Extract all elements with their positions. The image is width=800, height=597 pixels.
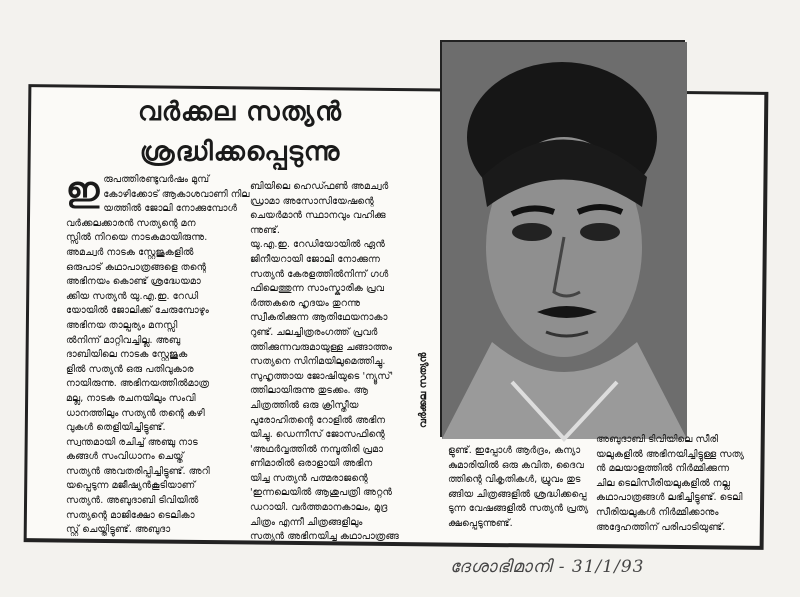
column-1-line: ക്കിയ സത്യൻ യു.എ.ഇ. റേഡി (66, 290, 199, 302)
column-2-line: സത്യൻ അഭിനയിച്ച കഥാപാത്രങ്ങ (250, 531, 399, 543)
column-1-line: ദാബിയിലെ നാടക സ്റ്റേജുക (66, 349, 188, 361)
column-2-line: ത്തിലായിരുന്നു തുടക്കം. ആ (250, 385, 369, 397)
column-2-line: ർത്തകരെ ഹൃദയം തുറന്നു (250, 297, 361, 309)
column-2-line: യു.എ.ഇ. റേഡിയോയിൽ ഏൻ (250, 239, 385, 251)
article-column-2 (250, 180, 428, 543)
column-3-line: ങ്ങിയ ചിത്രങ്ങളിൽ ശ്രദ്ധിക്കപ്പെ (448, 488, 587, 500)
column-1-line: കോഴിക്കോട് ആകാശവാണി നില (103, 188, 250, 200)
column-4-line: യലുകളിൽ അഭിനയിച്ചിട്ടുള്ള സത്യ (596, 448, 745, 460)
column-1-line: ൽനിന്ന് മാറ്റിവച്ചില്ല. അബു (66, 334, 181, 346)
headline-line-2: ശ്രദ്ധിക്കപ്പെടുന്നു (139, 137, 341, 167)
column-1-line: അമച്വർ നാടക സ്റ്റേജുകളിൽ (66, 246, 194, 258)
column-4-line: ചില ടെലിസീരിയലുകളിൽ നല്ല (596, 477, 730, 489)
column-2-line: ചിത്രം എന്നീ ചിത്രങ്ങളിലും (250, 516, 363, 528)
column-2-line: യിച്ചു. ഡെന്നീസ് ജോസഫിന്റെ (250, 429, 385, 441)
column-2-line: ന്നുണ്ട്. (250, 224, 280, 236)
column-3-line: ളുണ്ട്. ഇപ്പോൾ ആർദ്രം, കന്യാ (448, 445, 581, 456)
column-1-line: യോയിൽ ജോലിക്ക് ചേരുമ്പോഴും (66, 305, 209, 317)
column-2-line: 'അഥർവ്വത്തിൽ നമ്പൂതിരി പ്രമാ (250, 443, 384, 455)
column-2-line: ഫിലെത്തുന്ന സാംസ്കാരിക പ്രവ (250, 283, 385, 295)
column-1-line: വർക്കലക്കാരൻ സത്യന്റെ മന (66, 217, 196, 229)
article-column-4 (596, 433, 746, 541)
column-4-line: സീരിയലുകൾ നിർമ്മിക്കാനും (596, 506, 719, 518)
column-2-line: സത്യനെ സിനിമയിലുമെത്തിച്ചു. (250, 356, 386, 368)
drop-cap: ഇ (66, 170, 100, 210)
column-2-line: ഡറായി. വർത്തമാനകാലം, മുദ്ര (250, 502, 388, 514)
column-1-line: യപ്പെടുന്ന മജീഷ്യൻകൂടിയാണ് (66, 480, 196, 492)
column-2-line: ബിയിലെ ഹെഡ്ഫൺ അമച്വർ (250, 181, 389, 192)
column-1-line: കങ്ങൾ സംവിധാനം ചെയ്ത് (66, 451, 184, 463)
column-2-line: ചെയർമാൻ സ്ഥാനവും വഹിക്കു (250, 210, 386, 222)
column-1-line: സ്സിൽ നിറയെ നാടകമായിരുന്നു. (66, 232, 208, 244)
column-1-line: ധാനത്തിലും സത്യൻ തന്റെ കഴി (66, 407, 205, 419)
column-4-line: കഥാപാത്രങ്ങൾ ലഭിച്ചിട്ടുണ്ട്. ടെലി (596, 492, 743, 504)
article-column-1 (66, 170, 250, 536)
photo-caption: വർക്കല സത്യൻ (418, 352, 429, 428)
column-2-line: പുരോഹിതന്റെ റോളിൽ അഭിന (250, 414, 386, 426)
handwritten-date: ദേശാഭിമാനി - 31/1/93 (450, 557, 645, 577)
column-1-line: അഭിനയം കൊണ്ട് ശ്രദ്ധേയമാ (66, 276, 201, 288)
headline-line-1: വർക്കല സത്യൻ (137, 97, 343, 127)
column-3-line: കുമാരിയിൽ ഒരു കവിത, ദൈവ (448, 459, 584, 471)
column-2-line: യിച്ച സത്യൻ പത്മരാജന്റെ (250, 472, 368, 484)
portrait-illustration (442, 42, 687, 439)
headline (60, 92, 420, 172)
column-1-line: അഭിനയ താല്പര്യം മനസ്സി (66, 319, 178, 331)
column-3-line: ക്ഷപ്പെടുന്നുണ്ട്. (448, 517, 513, 529)
column-2-line: ത്തിക്കുന്നവരുമായുള്ള ചങ്ങാത്തം (250, 341, 393, 353)
column-1-line: സ്വന്തമായി രചിച്ച് അഞ്ചു നാട (66, 436, 198, 448)
column-3-line: ത്തിന്റെ വികൃതികൾ, ധ്രുവം തുട (448, 474, 581, 486)
article-column-3 (448, 444, 588, 536)
column-1-line: വുകൾ തെളിയിച്ചിട്ടുണ്ട്. (66, 422, 166, 434)
column-2-line: ണിമാരിൽ ഒരാളായി അഭിന (250, 458, 373, 470)
column-1-line: മല്ല, നാടക രചനയിലും സംവി (66, 392, 196, 404)
column-4-line: ൻ മലയാളത്തിൽ നിർമ്മിക്കുന്ന (596, 463, 730, 475)
column-1-line: സത്യന്റെ മാജിക്ഷോ ടെലികാ (66, 509, 195, 521)
portrait-photo (440, 40, 685, 437)
column-1-line: ഒരുപാട് കഥാപാത്രങ്ങളെ തന്റെ (66, 261, 207, 273)
column-2-line: ചിത്രത്തിൽ ഒരു ക്രിസ്തീയ (250, 399, 359, 411)
column-4-line: അബുദാബി ടിവിയിലെ സീരി (596, 434, 719, 445)
column-1-line: രുപത്തിരണ്ടുവർഷം മുമ്പ് (103, 174, 210, 185)
column-1-line: സത്യൻ അവതരിപ്പിച്ചിട്ടുണ്ട്. അറി (66, 465, 210, 477)
column-1-line: സത്യൻ. അബുദാബി ടിവിയിൽ (66, 495, 199, 507)
column-2-line: സ്വീകരിക്കുന്ന ആതിഥേയനാകാ (250, 312, 388, 324)
column-2-line: റുണ്ട്. ചലച്ചിത്രരംഗത്ത് പ്രവർ (250, 326, 378, 338)
column-2-line: ഡ്രാമാ അസോസിയേഷന്റെ (250, 195, 374, 207)
column-2-line: ജിനീയറായി ജോലി നോക്കുന്ന (250, 253, 380, 265)
column-3-line: ടുന്ന വേഷങ്ങളിൽ സത്യൻ പ്രത്യ (448, 503, 589, 515)
column-1-line: ളിൽ സത്യൻ ഒരു പതിവുകാര (66, 363, 194, 375)
column-2-line: സത്യൻ കേരളത്തിൽനിന്ന് ഗൾ (250, 268, 389, 280)
column-1-line: സ്റ്റ് ചെയ്തിട്ടുണ്ട്. അബുദാ (66, 524, 171, 536)
column-1-line: നായിരുന്നു. അഭിനയത്തിൽമാത്ര (66, 378, 210, 390)
column-4-line: അദ്ദേഹത്തിന് പരിപാടിയുണ്ട്. (596, 521, 726, 533)
column-2-line: 'ഇന്നലെയിൽ ആശുപത്രി അറ്റൻ (250, 487, 393, 499)
column-1-line: യത്തിൽ ജോലി നോക്കുമ്പോൾ (103, 203, 238, 215)
column-2-line: സുഹൃത്തായ ജോഷിയുടെ 'ന്യൂസ്' (250, 370, 394, 382)
